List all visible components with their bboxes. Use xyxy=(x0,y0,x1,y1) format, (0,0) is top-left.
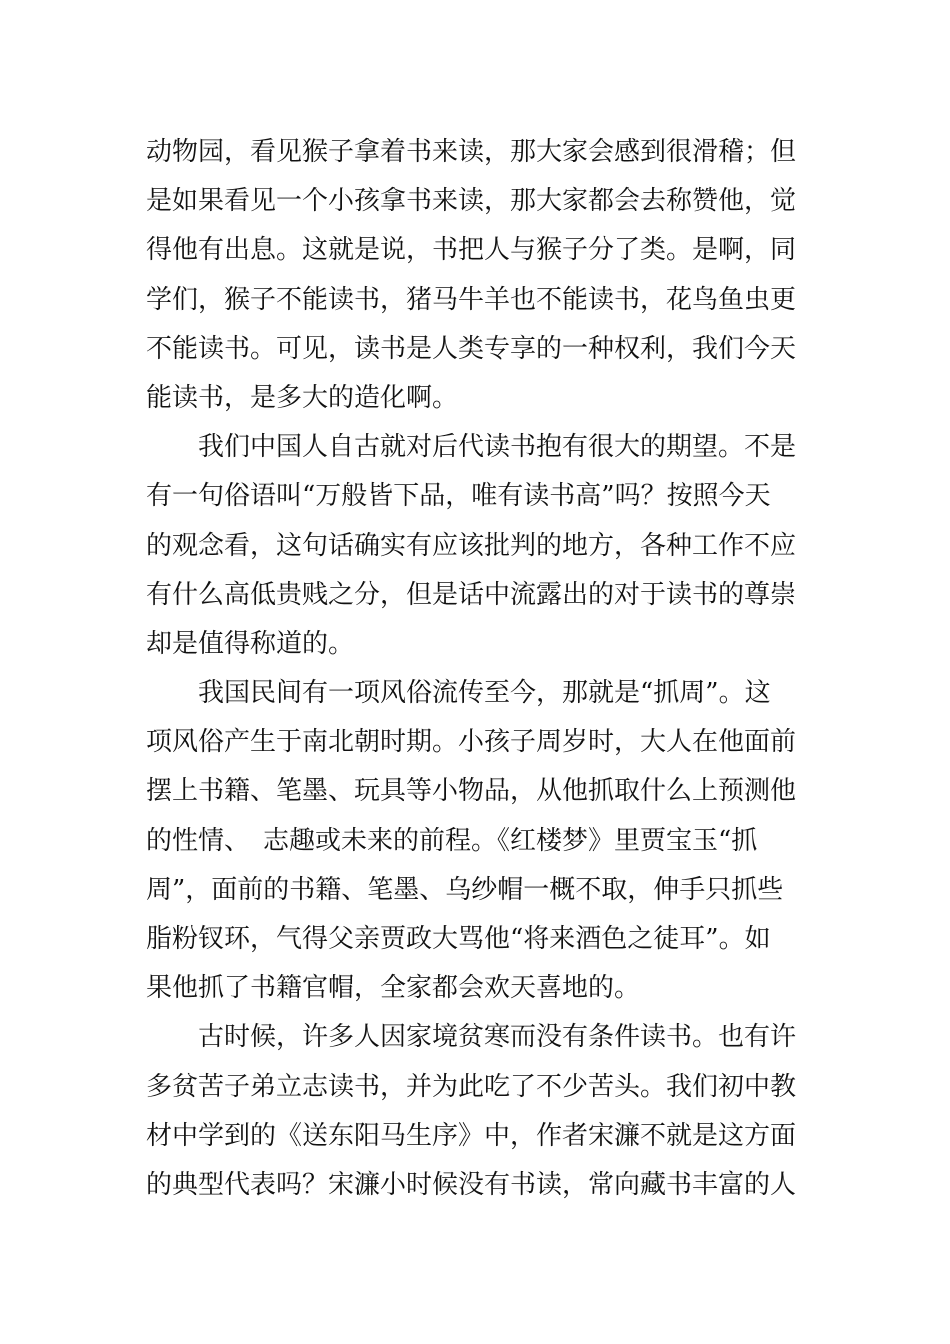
text-line: 古时候，许多人因家境贫寒而没有条件读书。也有许 xyxy=(146,1022,797,1053)
text-line: 动物园，看见猴子拿着书来读，那大家会感到很滑稽；但 xyxy=(146,137,797,167)
text-line: 多贫苦子弟立志读书，并为此吃了不少苦头。我们初中教 xyxy=(146,1071,797,1102)
text-line: 有一句俗语叫“万般皆下品，唯有读书高”吗？按照今天 xyxy=(146,481,771,512)
paragraph-3 xyxy=(146,669,806,1013)
text-line: 能读书，是多大的造化啊。 xyxy=(146,382,459,413)
paragraph-2 xyxy=(146,423,806,669)
paragraph-1 xyxy=(146,128,806,423)
text-line: 我国民间有一项风俗流传至今，那就是“抓周”。这 xyxy=(146,678,771,709)
text-line: 摆上书籍、笔墨、玩具等小物品，从他抓取什么上预测他 xyxy=(146,776,797,807)
text-line: 却是值得称道的。 xyxy=(146,628,355,659)
text-line: 不能读书。可见，读书是人类专享的一种权利，我们今天 xyxy=(146,333,797,364)
text-line: 项风俗产生于南北朝时期。小孩子周岁时，大人在他面前 xyxy=(146,727,797,758)
text-line: 我们中国人自古就对后代读书抱有很大的期望。不是 xyxy=(146,432,797,463)
text-line: 的典型代表吗？宋濂小时候没有书读，常向藏书丰富的人 xyxy=(146,1169,797,1200)
text-line: 周”，面前的书籍、笔墨、乌纱帽一概不取，伸手只抓些 xyxy=(146,874,784,905)
text-line: 是如果看见一个小孩拿书来读，那大家都会去称赞他，觉 xyxy=(146,186,797,217)
text-line: 的观念看，这句话确实有应该批判的地方，各种工作不应 xyxy=(146,530,797,561)
text-line: 脂粉钗环，气得父亲贾政大骂他“将来酒色之徒耳”。如 xyxy=(146,924,771,954)
text-line: 有什么高低贵贱之分，但是话中流露出的对于读书的尊崇 xyxy=(146,579,797,610)
text-line: 的性情、 志趣或未来的前程。《红楼梦》里贾宝玉“抓 xyxy=(146,825,758,856)
document-page xyxy=(146,128,806,1210)
paragraph-4 xyxy=(146,1013,806,1210)
text-line: 材中学到的《送东阳马生序》中，作者宋濂不就是这方面 xyxy=(146,1120,797,1151)
text-line: 得他有出息。这就是说，书把人与猴子分了类。是啊，同 xyxy=(146,235,797,266)
text-line: 果他抓了书籍官帽，全家都会欢天喜地的。 xyxy=(146,973,641,1004)
text-line: 学们，猴子不能读书，猪马牛羊也不能读书，花鸟鱼虫更 xyxy=(146,284,797,315)
